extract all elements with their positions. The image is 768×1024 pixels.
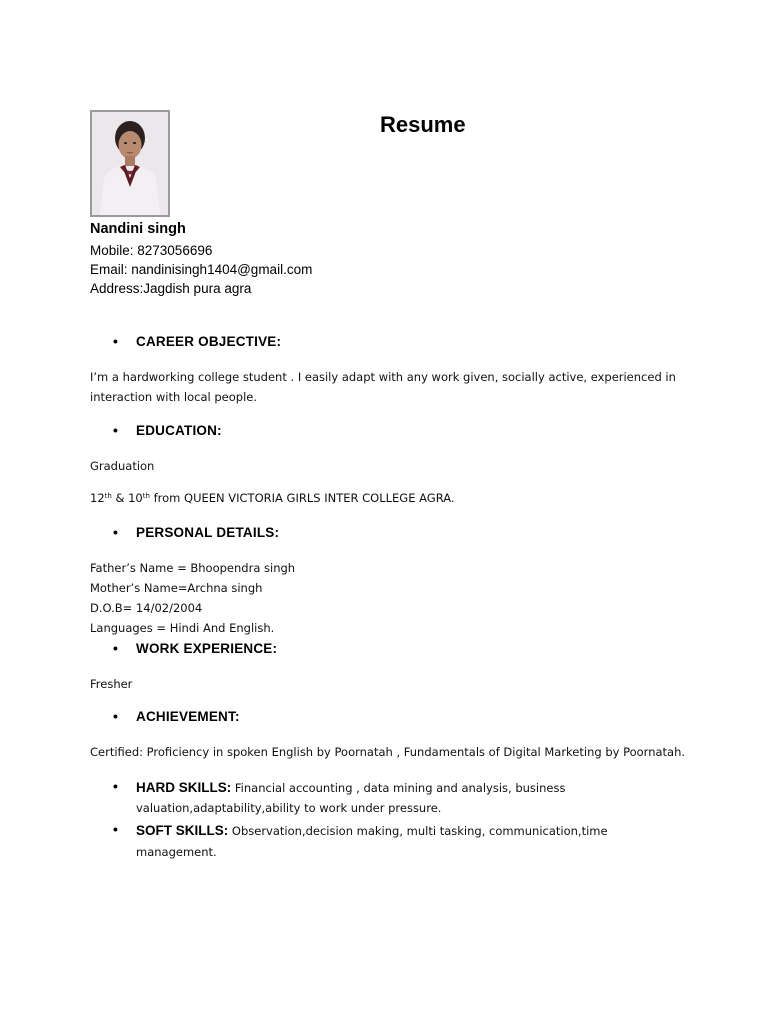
- personal-details-heading: PERSONAL DETAILS:: [136, 525, 280, 540]
- career-objective-line1: I’m a hardworking college student . I easily adapt with any work given, socially active, experienced in: [90, 370, 676, 384]
- bullet-icon: •: [113, 333, 118, 349]
- hard-skills-line2: valuation,adaptability,ability to work under pressure.: [136, 801, 442, 815]
- postal-address: Address:Jagdish pura agra: [90, 281, 252, 296]
- date-of-birth: D.O.B= 14/02/2004: [90, 601, 203, 615]
- education-grade-10: & 10: [111, 491, 143, 505]
- education-school: [90, 488, 455, 508]
- work-experience-text: Fresher: [90, 677, 133, 691]
- work-experience-heading: WORK EXPERIENCE:: [136, 641, 278, 656]
- career-objective-heading: CAREER OBJECTIVE:: [136, 334, 282, 349]
- achievement-text: Certified: Proficiency in spoken English by Poornatah , Fundamentals of Digital Marketing by Poornatah.: [90, 745, 686, 759]
- soft-skills-line2: management.: [136, 845, 217, 859]
- education-school-name: from QUEEN VICTORIA GIRLS INTER COLLEGE AGRA.: [149, 491, 455, 505]
- profile-photo: [90, 110, 170, 217]
- achievement-heading: ACHIEVEMENT:: [136, 709, 240, 724]
- bullet-icon: •: [113, 821, 118, 837]
- career-objective-line2: interaction with local people.: [90, 390, 257, 404]
- resume-title: Resume: [380, 112, 466, 137]
- languages: Languages = Hindi And English.: [90, 621, 275, 635]
- bullet-icon: •: [113, 524, 118, 540]
- hard-skills: [136, 778, 696, 798]
- email-address: Email: nandinisingh1404@gmail.com: [90, 262, 313, 277]
- bullet-icon: •: [113, 778, 118, 794]
- education-heading: EDUCATION:: [136, 423, 222, 438]
- education-graduation: Graduation: [90, 459, 155, 473]
- applicant-name: Nandini singh: [90, 221, 186, 237]
- father-name: Father’s Name = Bhoopendra singh: [90, 561, 296, 575]
- bullet-icon: •: [113, 708, 118, 724]
- person-photo-illustration: [92, 112, 168, 215]
- soft-skills-text: Observation,decision making, multi tasking, communication,time: [228, 824, 608, 838]
- ordinal-suffix: th: [142, 492, 150, 500]
- soft-skills: [136, 821, 696, 841]
- bullet-icon: •: [113, 422, 118, 438]
- hard-skills-text: Financial accounting , data mining and analysis, business: [231, 781, 566, 795]
- bullet-icon: •: [113, 640, 118, 656]
- soft-skills-label: SOFT SKILLS:: [136, 823, 229, 838]
- hard-skills-label: HARD SKILLS:: [136, 780, 232, 795]
- mobile-number: Mobile: 8273056696: [90, 243, 213, 258]
- mother-name: Mother’s Name=Archna singh: [90, 581, 263, 595]
- ordinal-suffix: th: [104, 492, 112, 500]
- education-grade-12: 12: [90, 491, 105, 505]
